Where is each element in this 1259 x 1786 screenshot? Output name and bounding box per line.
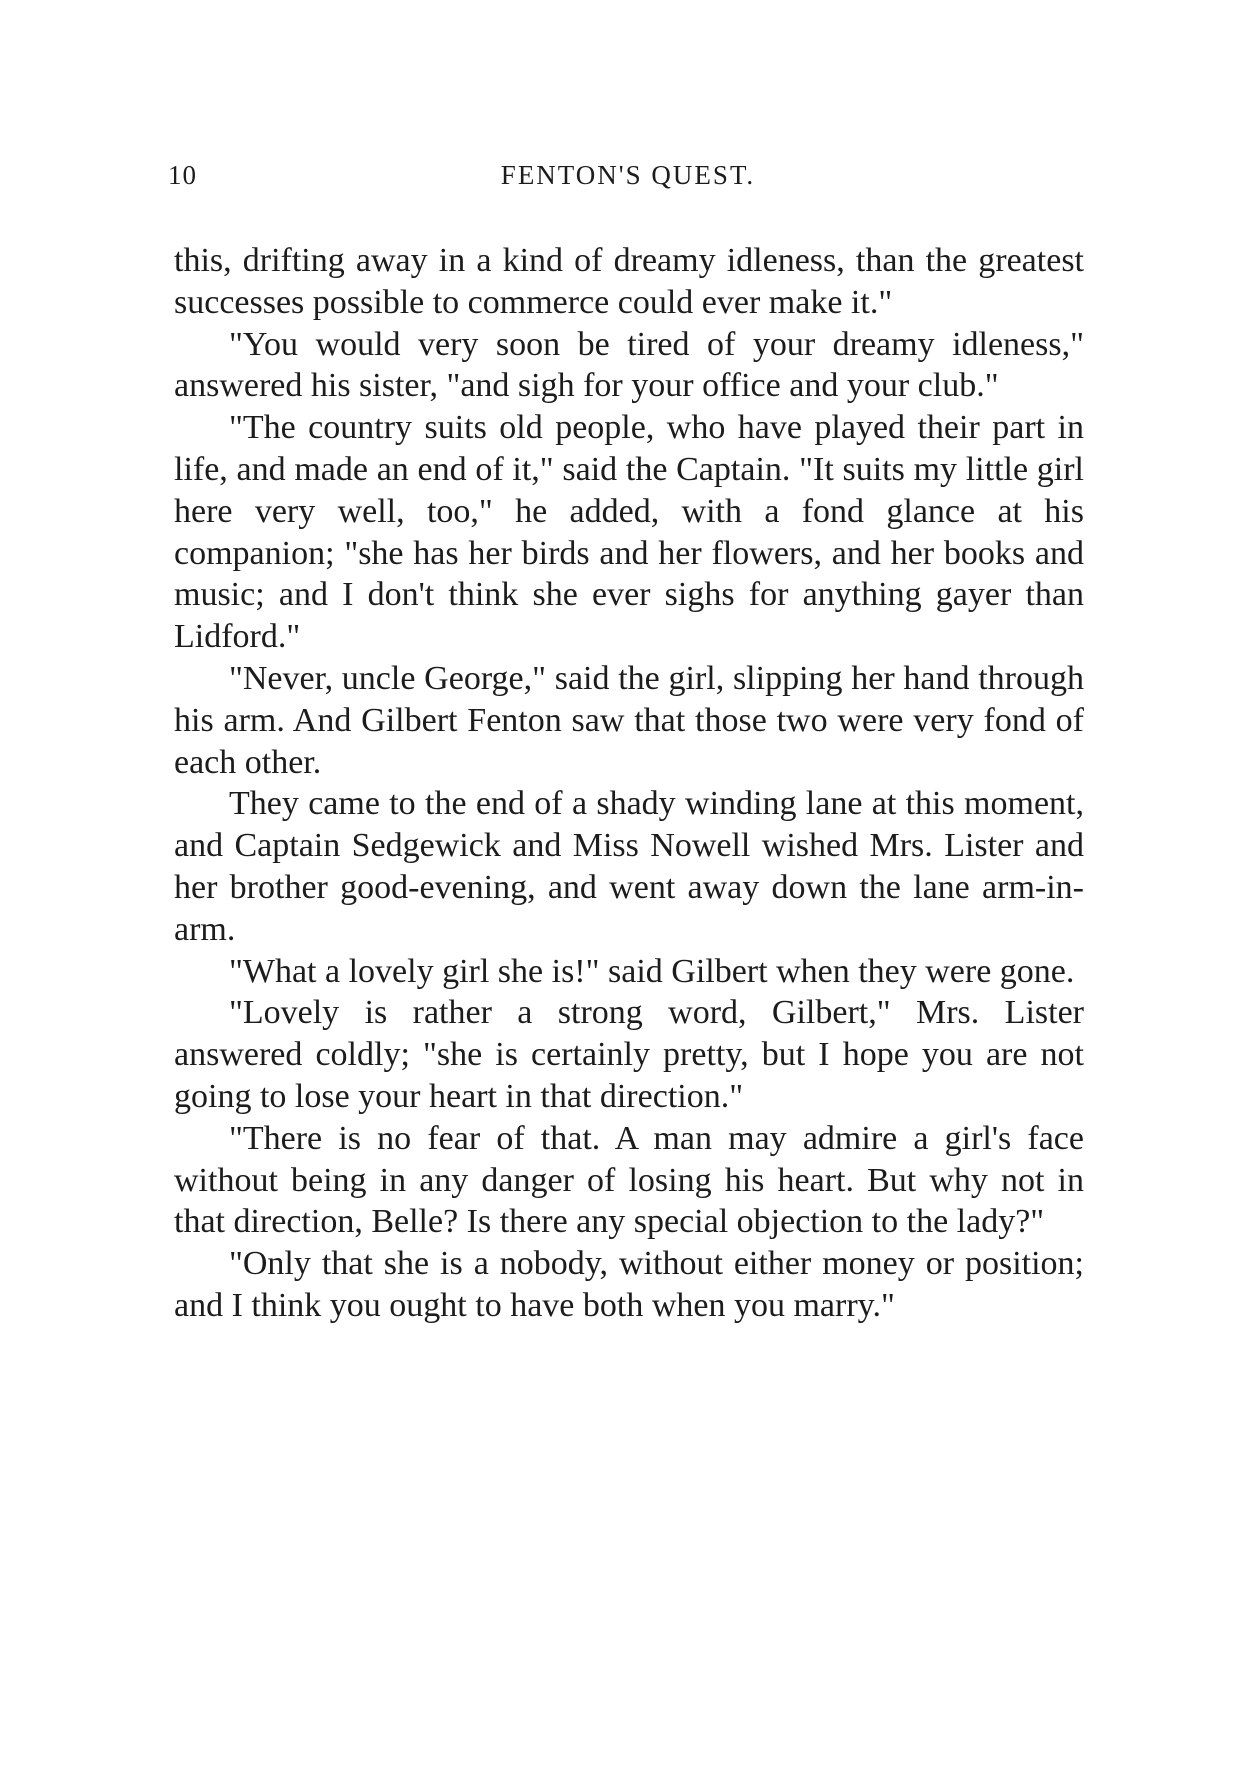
body-text	[174, 240, 1084, 1327]
paragraph: "There is no fear of that. A man may admire a girl's face without being in any danger of losing his heart. But why not in that direction, Belle? Is there any special objection to the lady?"	[174, 1119, 1084, 1241]
running-head	[168, 160, 1088, 200]
paragraph: "Only that she is a nobody, without either money or position; and I think you ought to have both when you marry."	[174, 1245, 1084, 1324]
paragraph: They came to the end of a shady winding lane at this moment, and Captain Sedgewick and Miss Nowell wished Mrs. Lister and her brother good-evening, and went away down the lane arm-in-arm.	[174, 785, 1084, 948]
paragraph: "The country suits old people, who have played their part in life, and made an end of it," said the Captain. "It suits my little girl here very well, too," he added, with a fond glance at his companion; "she has her birds and her flowers, and her books and music; and I don't think she ever sighs for anything gayer than Lidford."	[174, 409, 1084, 656]
page-number: 10	[168, 160, 197, 190]
running-title: FENTON'S QUEST.	[500, 160, 756, 190]
paragraph: "What a lovely girl she is!" said Gilbert when they were gone.	[229, 952, 1075, 990]
paragraph: "Lovely is rather a strong word, Gilbert," Mrs. Lister answered coldly; "she is certainly pretty, but I hope you are not going to lose your heart in that direction."	[174, 994, 1084, 1115]
paragraph: "Never, uncle George," said the girl, slipping her hand through his arm. And Gilbert Fenton saw that those two were very fond of each other.	[174, 659, 1084, 781]
paragraph: "You would very soon be tired of your dreamy idleness," answered his sister, "and sigh for your office and your club."	[174, 325, 1084, 405]
paragraph-continuation: this, drifting away in a kind of dreamy idleness, than the greatest successes possible to commerce could ever make it."	[174, 242, 1084, 321]
